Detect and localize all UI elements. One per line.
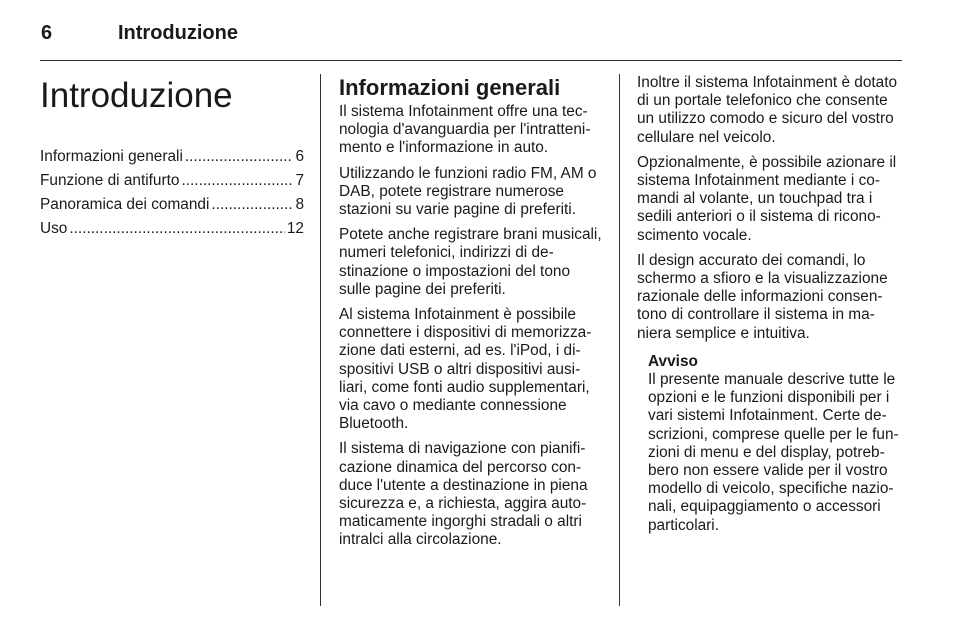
page-number: 6 — [41, 22, 53, 44]
chapter-title: Introduzione — [40, 76, 233, 115]
table-of-contents — [40, 148, 304, 244]
toc-entry-title: Informazioni generali — [40, 148, 183, 165]
toc-leader-dots — [181, 172, 293, 190]
body-paragraph: Il sistema Infotainment offre una tecnologia d'avanguardia per l'intrattenimento e l'informazione in auto. — [339, 103, 591, 157]
body-paragraph: Il design accurato dei comandi, lo schermo a sfioro e la visualizzazione razionale delle informazioni consentono di controllare il sistema in maniera semplice e intuitiva. — [637, 251, 888, 342]
toc-entry-title: Panoramica dei comandi — [40, 196, 210, 213]
toc-entry-page: 6 — [295, 148, 304, 165]
toc-entry-page: 8 — [295, 196, 304, 213]
notice-title: Avviso — [648, 352, 698, 370]
toc-entry-page: 7 — [295, 172, 304, 189]
toc-leader-dots — [69, 220, 285, 238]
toc-entry-title: Funzione di antifurto — [40, 172, 180, 189]
body-paragraph: Potete anche registrare brani musicali, numeri telefonici, indirizzi di destinazione o impostazioni del tono sulle pagine dei preferiti. — [339, 226, 602, 298]
column-divider-1 — [320, 74, 321, 606]
body-paragraph: Inoltre il sistema Infotainment è dotato di un portale telefonico che consente un utilizzo comodo e sicuro del vostro cellulare nel veicolo. — [637, 74, 898, 146]
toc-entry[interactable] — [40, 220, 304, 244]
body-paragraph: Il sistema di navigazione con pianificazione dinamica del percorso conduce l'utente a destinazione in piena sicurezza e, a richiesta, aggira automaticamente ingorghi stradali o altri intralci alla circolazione. — [339, 440, 588, 549]
toc-entry-title: Uso — [40, 220, 68, 237]
body-paragraph: Opzionalmente, è possibile azionare il sistema Infotainment mediante i comandi al volante, un touchpad tra i sedili anteriori o il sistema di riconoscimento vocale. — [637, 153, 897, 244]
toc-entry-page: 12 — [286, 220, 304, 237]
body-paragraph: Utilizzando le funzioni radio FM, AM o DAB, potete registrare numerose stazioni su varie pagine di preferiti. — [339, 164, 597, 219]
body-paragraph: Al sistema Infotainment è possibile connettere i dispositivi di memorizzazione dati esterni, ad es. l'iPod, i dispositivi USB o altri dispositivi ausiliari, come fonti audio supplementari, via cavo o mediante connessione Bluetooth. — [339, 306, 592, 433]
column-divider-2 — [619, 74, 620, 606]
column-section — [339, 74, 603, 557]
notice-text: Il presente manuale descrive tutte le opzioni e le funzioni disponibili per i vari sistemi Infotainment. Certe descrizioni, comprese quelle per le funzioni di menu e del display, potrebbero non essere valide per il vostro modello di veicolo, specifiche nazionali, equipaggiamento o accessori particolari. — [648, 371, 899, 534]
toc-leader-dots — [211, 196, 293, 214]
column-continued — [637, 74, 901, 535]
section-title: Informazioni generali — [339, 75, 561, 100]
toc-leader-dots — [185, 148, 294, 166]
toc-entry[interactable] — [40, 148, 304, 172]
notice-box — [637, 353, 901, 535]
column-toc — [40, 74, 304, 244]
header-rule — [40, 60, 902, 61]
toc-entry[interactable] — [40, 196, 304, 220]
toc-entry[interactable] — [40, 172, 304, 196]
running-title: Introduzione — [118, 22, 238, 44]
